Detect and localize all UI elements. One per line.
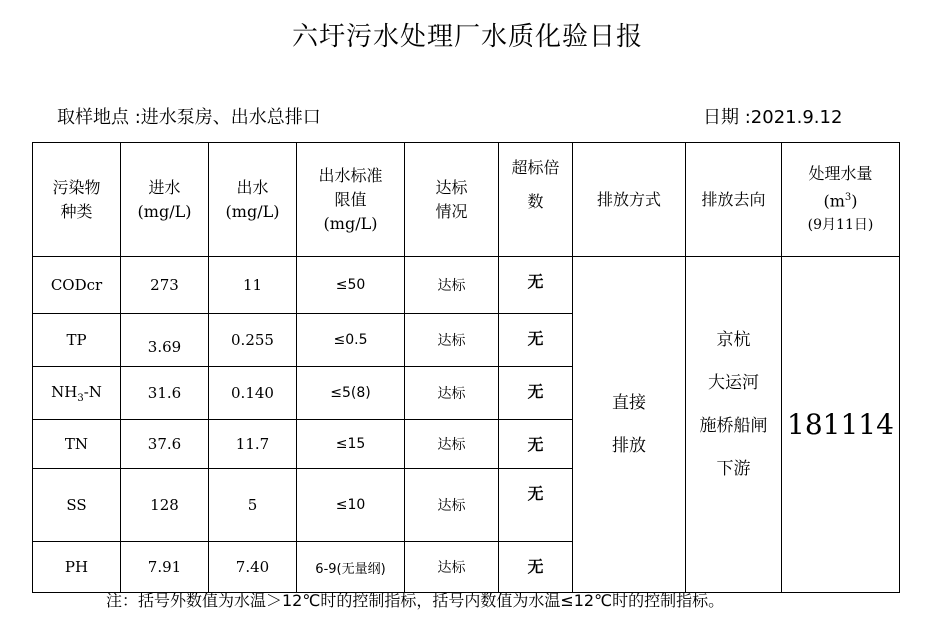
- outflow-value: 5: [209, 469, 297, 542]
- pollutant-name: PH: [33, 542, 121, 593]
- inflow-value: 37.6: [121, 420, 209, 469]
- pollutant-name: CODcr: [33, 257, 121, 314]
- exceed-value: 无: [499, 257, 573, 314]
- inflow-value: 128: [121, 469, 209, 542]
- limit-value: ≤15: [297, 420, 405, 469]
- table-row: [33, 257, 900, 314]
- exceed-value: 无: [499, 542, 573, 593]
- status-value: 达标: [405, 542, 499, 593]
- sampling-location: 取样地点 :进水泵房、出水总排口: [57, 107, 321, 128]
- treated-volume: 181114: [782, 257, 900, 593]
- status-value: 达标: [405, 314, 499, 367]
- water-quality-table: [32, 142, 900, 593]
- limit-value: ≤5(8): [297, 367, 405, 420]
- report-date: 日期 :2021.9.12: [703, 107, 843, 128]
- outflow-value: 0.140: [209, 367, 297, 420]
- outflow-value: 0.255: [209, 314, 297, 367]
- status-value: 达标: [405, 257, 499, 314]
- header-direction: 排放去向: [686, 143, 782, 257]
- header-volume: 处理水量 $(m^3)$ (9月11日): [782, 143, 900, 257]
- report-title: 六圩污水处理厂水质化验日报: [291, 22, 643, 52]
- header-outflow: 出水 (mg/L): [209, 143, 297, 257]
- exceed-value: 无: [499, 314, 573, 367]
- limit-value: ≤0.5: [297, 314, 405, 367]
- limit-value: ≤10: [297, 469, 405, 542]
- exceed-value: 无: [499, 367, 573, 420]
- inflow-value: 31.6: [121, 367, 209, 420]
- pollutant-name: $NH_3-N$: [33, 367, 121, 420]
- table-header-row: [33, 143, 900, 257]
- header-pollutant: 污染物 种类: [33, 143, 121, 257]
- exceed-value: 无: [499, 420, 573, 469]
- discharge-method: 直接 排放: [573, 257, 686, 593]
- inflow-value: 273: [121, 257, 209, 314]
- pollutant-name: TP: [33, 314, 121, 367]
- header-limit: 出水标准 限值 (mg/L): [297, 143, 405, 257]
- inflow-value: 7.91: [121, 542, 209, 593]
- header-inflow: 进水 (mg/L): [121, 143, 209, 257]
- outflow-value: 7.40: [209, 542, 297, 593]
- status-value: 达标: [405, 469, 499, 542]
- footnote: 注：括号外数值为水温＞12℃时的控制指标，括号内数值为水温≤12℃时的控制指标。: [106, 591, 725, 610]
- header-status: 达标 情况: [405, 143, 499, 257]
- inflow-value: 3.69: [121, 314, 209, 367]
- status-value: 达标: [405, 420, 499, 469]
- pollutant-name: SS: [33, 469, 121, 542]
- outflow-value: 11: [209, 257, 297, 314]
- limit-value: ≤50: [297, 257, 405, 314]
- discharge-direction: 京杭 大运河 施桥船闸 下游: [686, 257, 782, 593]
- header-method: 排放方式: [573, 143, 686, 257]
- exceed-value: 无: [499, 469, 573, 542]
- header-exceed: 超标倍 数: [499, 143, 573, 257]
- status-value: 达标: [405, 367, 499, 420]
- outflow-value: 11.7: [209, 420, 297, 469]
- pollutant-name: TN: [33, 420, 121, 469]
- limit-value: 6-9(无量纲): [297, 542, 405, 593]
